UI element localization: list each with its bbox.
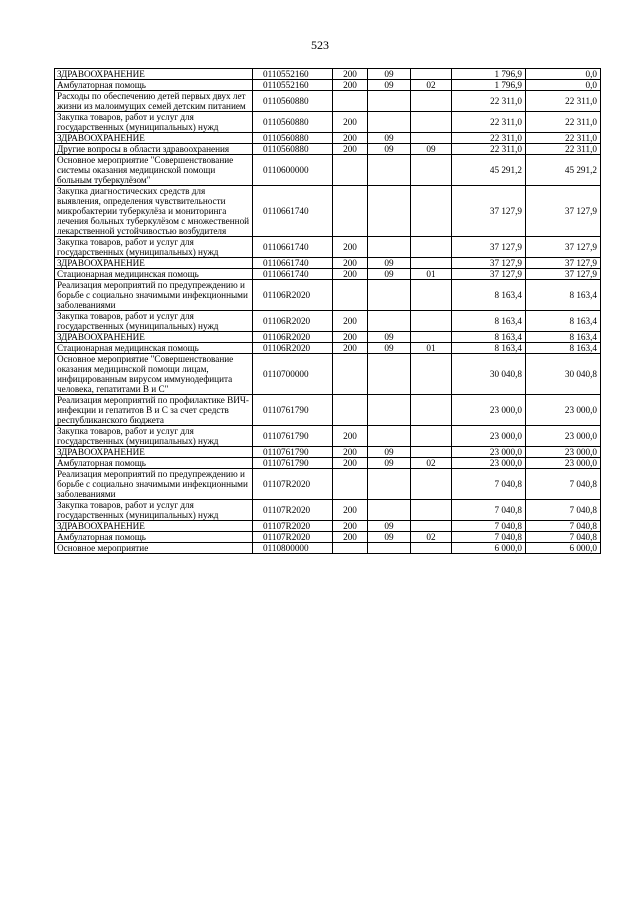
row-amount-2-cell: 30 040,8 — [526, 354, 601, 395]
row-expense-type-cell — [333, 543, 368, 554]
row-amount-1-cell: 30 040,8 — [452, 354, 526, 395]
row-amount-1-cell: 23 000,0 — [452, 458, 526, 469]
table-row — [55, 521, 601, 532]
row-subsection-cell — [411, 186, 452, 237]
row-expense-type-cell: 200 — [333, 500, 368, 521]
row-expense-type-cell: 200 — [333, 258, 368, 269]
row-amount-2-cell: 22 311,0 — [526, 144, 601, 155]
row-subsection-cell — [411, 258, 452, 269]
row-expense-type-cell: 200 — [333, 311, 368, 332]
row-code-cell: 01106R2020 — [253, 332, 333, 343]
table-row — [55, 280, 601, 311]
row-amount-1-cell: 8 163,4 — [452, 280, 526, 311]
row-amount-1-cell: 1 796,9 — [452, 80, 526, 91]
row-amount-1-cell: 8 163,4 — [452, 332, 526, 343]
row-amount-1-cell: 23 000,0 — [452, 447, 526, 458]
row-expense-type-cell: 200 — [333, 521, 368, 532]
row-code-cell: 0110560880 — [253, 133, 333, 144]
row-amount-2-cell: 37 127,9 — [526, 237, 601, 258]
row-subsection-cell — [411, 311, 452, 332]
row-name-cell: Основное мероприятие "Совершенствование оказания медицинской помощи лицам, инфицированным вирусом иммунодефицита человека, гепатитами В и С" — [55, 354, 253, 395]
row-expense-type-cell — [333, 395, 368, 426]
row-subsection-cell: 01 — [411, 343, 452, 354]
row-expense-type-cell — [333, 280, 368, 311]
row-name-cell: Другие вопросы в области здравоохранения — [55, 144, 253, 155]
row-subsection-cell — [411, 354, 452, 395]
budget-table — [54, 68, 601, 554]
row-section-cell — [368, 500, 411, 521]
row-name-cell: Закупка товаров, работ и услуг для государственных (муниципальных) нужд — [55, 237, 253, 258]
row-section-cell — [368, 186, 411, 237]
row-name-cell: Основное мероприятие — [55, 543, 253, 554]
row-amount-1-cell: 23 000,0 — [452, 426, 526, 447]
row-subsection-cell — [411, 521, 452, 532]
row-amount-2-cell: 23 000,0 — [526, 395, 601, 426]
row-subsection-cell — [411, 395, 452, 426]
row-name-cell: Закупка диагностических средств для выявления, определения чувствительности микробактерии туберкулёза и мониторинга лечения больных туберкулёзом с множественной лекарственной устойчивостью возбудителя — [55, 186, 253, 237]
row-subsection-cell — [411, 543, 452, 554]
row-section-cell — [368, 543, 411, 554]
row-amount-1-cell: 37 127,9 — [452, 258, 526, 269]
row-amount-1-cell: 7 040,8 — [452, 521, 526, 532]
row-name-cell: Закупка товаров, работ и услуг для государственных (муниципальных) нужд — [55, 500, 253, 521]
table-row — [55, 80, 601, 91]
row-name-cell: Закупка товаров, работ и услуг для государственных (муниципальных) нужд — [55, 311, 253, 332]
row-code-cell: 01107R2020 — [253, 469, 333, 500]
row-amount-1-cell: 22 311,0 — [452, 91, 526, 112]
row-amount-2-cell: 22 311,0 — [526, 112, 601, 133]
row-name-cell: Основное мероприятие "Совершенствование системы оказания медицинской помощи больным туберкулёзом" — [55, 155, 253, 186]
table-row — [55, 543, 601, 554]
row-subsection-cell — [411, 237, 452, 258]
row-section-cell — [368, 280, 411, 311]
row-code-cell: 0110761790 — [253, 395, 333, 426]
row-section-cell: 09 — [368, 69, 411, 80]
row-code-cell: 01106R2020 — [253, 343, 333, 354]
row-code-cell: 0110600000 — [253, 155, 333, 186]
row-amount-2-cell: 45 291,2 — [526, 155, 601, 186]
row-expense-type-cell: 200 — [333, 112, 368, 133]
row-name-cell: ЗДРАВООХРАНЕНИЕ — [55, 258, 253, 269]
row-section-cell — [368, 426, 411, 447]
row-code-cell: 0110700000 — [253, 354, 333, 395]
row-code-cell: 0110761790 — [253, 447, 333, 458]
row-code-cell: 0110560880 — [253, 91, 333, 112]
table-row — [55, 91, 601, 112]
row-expense-type-cell: 200 — [333, 426, 368, 447]
row-subsection-cell — [411, 447, 452, 458]
table-row — [55, 237, 601, 258]
table-row — [55, 395, 601, 426]
row-code-cell: 0110661740 — [253, 186, 333, 237]
row-code-cell: 01107R2020 — [253, 532, 333, 543]
row-amount-2-cell: 8 163,4 — [526, 332, 601, 343]
table-row — [55, 458, 601, 469]
row-subsection-cell — [411, 332, 452, 343]
row-name-cell: ЗДРАВООХРАНЕНИЕ — [55, 69, 253, 80]
row-subsection-cell — [411, 280, 452, 311]
row-amount-1-cell: 22 311,0 — [452, 144, 526, 155]
table-row — [55, 426, 601, 447]
row-subsection-cell: 02 — [411, 532, 452, 543]
table-row — [55, 186, 601, 237]
row-section-cell: 09 — [368, 458, 411, 469]
row-amount-2-cell: 8 163,4 — [526, 280, 601, 311]
row-amount-1-cell: 37 127,9 — [452, 186, 526, 237]
row-expense-type-cell: 200 — [333, 133, 368, 144]
budget-table-body — [55, 69, 601, 554]
row-name-cell: ЗДРАВООХРАНЕНИЕ — [55, 521, 253, 532]
row-amount-2-cell: 23 000,0 — [526, 458, 601, 469]
row-expense-type-cell — [333, 186, 368, 237]
row-section-cell: 09 — [368, 269, 411, 280]
row-code-cell: 01106R2020 — [253, 280, 333, 311]
row-amount-1-cell: 22 311,0 — [452, 133, 526, 144]
row-amount-2-cell: 7 040,8 — [526, 469, 601, 500]
table-row — [55, 133, 601, 144]
row-section-cell: 09 — [368, 532, 411, 543]
row-section-cell — [368, 354, 411, 395]
row-expense-type-cell: 200 — [333, 80, 368, 91]
row-amount-2-cell: 8 163,4 — [526, 311, 601, 332]
table-row — [55, 343, 601, 354]
row-name-cell: Реализация мероприятий по профилактике ВИЧ-инфекции и гепатитов В и С за счет средств республиканского бюджета — [55, 395, 253, 426]
row-amount-2-cell: 7 040,8 — [526, 532, 601, 543]
row-section-cell: 09 — [368, 343, 411, 354]
row-section-cell: 09 — [368, 332, 411, 343]
row-name-cell: Стационарная медицинская помощь — [55, 269, 253, 280]
row-code-cell: 0110800000 — [253, 543, 333, 554]
row-section-cell — [368, 112, 411, 133]
table-row — [55, 69, 601, 80]
row-section-cell — [368, 237, 411, 258]
table-row — [55, 354, 601, 395]
row-amount-1-cell: 22 311,0 — [452, 112, 526, 133]
row-name-cell: ЗДРАВООХРАНЕНИЕ — [55, 332, 253, 343]
row-amount-1-cell: 7 040,8 — [452, 500, 526, 521]
table-row — [55, 447, 601, 458]
row-amount-2-cell: 23 000,0 — [526, 426, 601, 447]
row-amount-2-cell: 8 163,4 — [526, 343, 601, 354]
row-section-cell: 09 — [368, 447, 411, 458]
row-expense-type-cell: 200 — [333, 343, 368, 354]
table-row — [55, 311, 601, 332]
row-subsection-cell — [411, 112, 452, 133]
row-name-cell: Расходы по обеспечению детей первых двух лет жизни из малоимущих семей детским питанием — [55, 91, 253, 112]
row-expense-type-cell — [333, 155, 368, 186]
table-row — [55, 144, 601, 155]
row-section-cell: 09 — [368, 521, 411, 532]
row-subsection-cell: 09 — [411, 144, 452, 155]
row-code-cell: 0110552160 — [253, 69, 333, 80]
row-section-cell — [368, 155, 411, 186]
row-subsection-cell: 02 — [411, 458, 452, 469]
row-section-cell: 09 — [368, 80, 411, 91]
row-amount-1-cell: 37 127,9 — [452, 269, 526, 280]
row-section-cell — [368, 469, 411, 500]
table-row — [55, 500, 601, 521]
row-subsection-cell — [411, 91, 452, 112]
row-amount-2-cell: 22 311,0 — [526, 133, 601, 144]
row-expense-type-cell: 200 — [333, 144, 368, 155]
row-subsection-cell — [411, 155, 452, 186]
row-expense-type-cell: 200 — [333, 332, 368, 343]
row-code-cell: 0110761790 — [253, 426, 333, 447]
row-amount-2-cell: 0,0 — [526, 69, 601, 80]
row-amount-1-cell: 8 163,4 — [452, 311, 526, 332]
row-expense-type-cell: 200 — [333, 69, 368, 80]
row-amount-2-cell: 37 127,9 — [526, 258, 601, 269]
table-row — [55, 532, 601, 543]
row-section-cell — [368, 311, 411, 332]
row-amount-1-cell: 6 000,0 — [452, 543, 526, 554]
row-section-cell: 09 — [368, 144, 411, 155]
table-row — [55, 469, 601, 500]
row-name-cell: Закупка товаров, работ и услуг для государственных (муниципальных) нужд — [55, 112, 253, 133]
page-number: 523 — [311, 38, 329, 52]
row-expense-type-cell — [333, 469, 368, 500]
row-amount-2-cell: 37 127,9 — [526, 269, 601, 280]
row-name-cell: Закупка товаров, работ и услуг для государственных (муниципальных) нужд — [55, 426, 253, 447]
row-subsection-cell: 02 — [411, 80, 452, 91]
row-code-cell: 0110552160 — [253, 80, 333, 91]
row-expense-type-cell: 200 — [333, 532, 368, 543]
row-section-cell: 09 — [368, 133, 411, 144]
row-amount-1-cell: 7 040,8 — [452, 469, 526, 500]
row-name-cell: Реализация мероприятий по предупреждению и борьбе с социально значимыми инфекционными заболеваниями — [55, 469, 253, 500]
row-amount-2-cell: 23 000,0 — [526, 447, 601, 458]
row-amount-2-cell: 7 040,8 — [526, 521, 601, 532]
row-amount-2-cell: 0,0 — [526, 80, 601, 91]
row-expense-type-cell: 200 — [333, 458, 368, 469]
table-row — [55, 269, 601, 280]
row-code-cell: 01107R2020 — [253, 500, 333, 521]
row-name-cell: Амбулаторная помощь — [55, 532, 253, 543]
row-subsection-cell: 01 — [411, 269, 452, 280]
row-expense-type-cell — [333, 354, 368, 395]
row-code-cell: 0110661740 — [253, 269, 333, 280]
row-name-cell: Амбулаторная помощь — [55, 458, 253, 469]
row-code-cell: 0110661740 — [253, 258, 333, 269]
row-amount-2-cell: 6 000,0 — [526, 543, 601, 554]
row-amount-1-cell: 8 163,4 — [452, 343, 526, 354]
row-subsection-cell — [411, 426, 452, 447]
row-name-cell: Реализация мероприятий по предупреждению и борьбе с социально значимыми инфекционными заболеваниями — [55, 280, 253, 311]
row-section-cell: 09 — [368, 258, 411, 269]
row-section-cell — [368, 395, 411, 426]
row-name-cell: Стационарная медицинская помощь — [55, 343, 253, 354]
row-expense-type-cell: 200 — [333, 269, 368, 280]
row-amount-1-cell: 7 040,8 — [452, 532, 526, 543]
row-code-cell: 0110661740 — [253, 237, 333, 258]
row-subsection-cell — [411, 500, 452, 521]
row-name-cell: ЗДРАВООХРАНЕНИЕ — [55, 133, 253, 144]
row-subsection-cell — [411, 133, 452, 144]
row-amount-1-cell: 37 127,9 — [452, 237, 526, 258]
row-amount-2-cell: 7 040,8 — [526, 500, 601, 521]
row-code-cell: 0110560880 — [253, 144, 333, 155]
row-name-cell: ЗДРАВООХРАНЕНИЕ — [55, 447, 253, 458]
row-expense-type-cell: 200 — [333, 237, 368, 258]
row-subsection-cell — [411, 69, 452, 80]
row-amount-2-cell: 37 127,9 — [526, 186, 601, 237]
row-code-cell: 01106R2020 — [253, 311, 333, 332]
row-expense-type-cell — [333, 91, 368, 112]
row-amount-1-cell: 1 796,9 — [452, 69, 526, 80]
table-row — [55, 155, 601, 186]
table-row — [55, 332, 601, 343]
table-row — [55, 258, 601, 269]
row-code-cell: 0110560880 — [253, 112, 333, 133]
row-amount-1-cell: 45 291,2 — [452, 155, 526, 186]
row-code-cell: 01107R2020 — [253, 521, 333, 532]
table-row — [55, 112, 601, 133]
row-section-cell — [368, 91, 411, 112]
row-amount-1-cell: 23 000,0 — [452, 395, 526, 426]
row-code-cell: 0110761790 — [253, 458, 333, 469]
row-expense-type-cell: 200 — [333, 447, 368, 458]
row-subsection-cell — [411, 469, 452, 500]
row-amount-2-cell: 22 311,0 — [526, 91, 601, 112]
row-name-cell: Амбулаторная помощь — [55, 80, 253, 91]
